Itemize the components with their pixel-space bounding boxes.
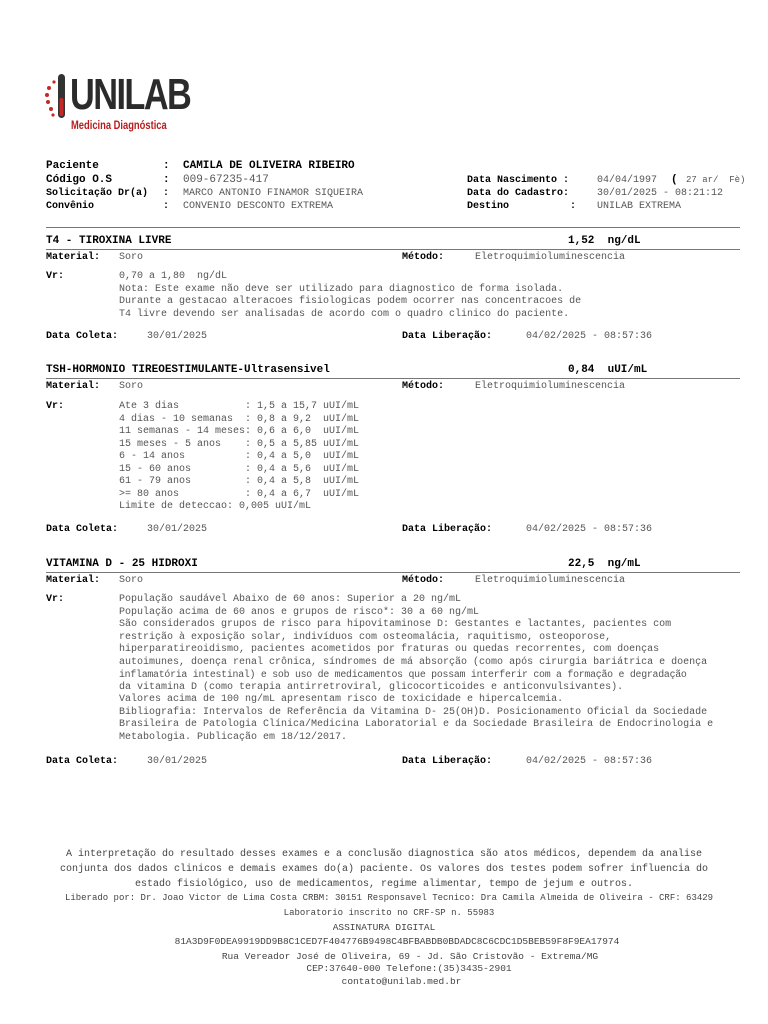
vr-label: Vr:	[46, 594, 65, 605]
destino-colon: :	[570, 201, 577, 212]
nascimento-age: 27 ar/ Fè)	[686, 175, 746, 185]
liberacao-value: 04/02/2025 - 08:57:36	[526, 331, 653, 342]
exam-result: 1,52 ng/dL	[568, 235, 641, 247]
vr-line: 4 dias - 10 semanas : 0,8 a 9,2 uUI/mL	[119, 413, 360, 425]
nascimento-paren: (	[671, 174, 678, 186]
vr-line: Nota: Este exame não deve ser utilizado para diagnostico de forma isolada.	[119, 283, 564, 295]
solicitacao-value: MARCO ANTONIO FINAMOR SIQUEIRA	[183, 188, 364, 199]
convenio-colon: :	[163, 201, 170, 212]
exam-name: T4 - TIROXINA LIVRE	[46, 235, 172, 247]
vr-line: Bibliografia: Intervalos de Referência da Vitamina D- 25(OH)D. Posicionamento Oficial da Sociedade	[119, 706, 708, 718]
solicitacao-colon: :	[163, 188, 170, 199]
assinatura-hash: 81A3D9F0DEA9919DD9B8C1CED7F404776B9498C4BFBABDB0BDADC8C6CDC1D5BEB59F8F9EA17974	[174, 936, 620, 947]
nascimento-value: 04/04/1997	[597, 175, 658, 186]
codigo-value: 009-67235-417	[183, 174, 269, 186]
vr-line: Ate 3 dias : 1,5 a 15,7 uUI/mL	[119, 401, 360, 412]
vr-line: Limite de deteccao: 0,005 uUI/mL	[119, 501, 312, 512]
codigo-colon: :	[163, 174, 170, 186]
paciente-colon: :	[163, 160, 170, 172]
exam-result: 0,84 uUI/mL	[568, 364, 648, 376]
coleta-value: 30/01/2025	[147, 524, 208, 535]
exam-name: TSH-HORMONIO TIREOESTIMULANTE-Ultrasensivel	[46, 364, 330, 376]
vr-line: São considerados grupos de risco para hipovitaminose D: Gestantes e lactantes, pacientes com	[119, 619, 672, 630]
nascimento-label: Data Nascimento :	[467, 175, 570, 186]
unilab-logo	[44, 70, 191, 132]
vr-line: T4 livre devendo ser analisadas de acordo com o quadro clinico do paciente.	[119, 308, 570, 320]
address: Rua Vereador José de Oliveira, 69 - Jd. São Cristovão - Extrema/MG	[221, 951, 599, 962]
vr-line: restrição à exposição solar, indivíduos com osteomalácia, raquitismo, osteoporose,	[119, 631, 612, 643]
vr-line: População acima de 60 anos e grupos de risco*: 30 a 60 ng/mL	[119, 606, 480, 618]
vr-label: Vr:	[46, 401, 65, 412]
destino-label: Destino	[467, 201, 510, 212]
material-value: Soro	[119, 252, 144, 263]
destino-value: UNILAB EXTREMA	[597, 201, 682, 212]
vr-line: 0,70 a 1,80 ng/dL	[119, 271, 228, 282]
metodo-label: Método:	[402, 575, 445, 586]
convenio-label: Convênio	[46, 201, 95, 212]
vr-label: Vr:	[46, 271, 65, 282]
coleta-label: Data Coleta:	[46, 756, 119, 767]
vr-line: 11 semanas - 14 meses: 0,6 a 6,0 uUI/mL	[119, 426, 360, 437]
interpretation-line: A interpretação do resultado desses exames e a conclusão diagnostica são atos médicos, dependem da analise	[65, 849, 703, 860]
exam-divider	[46, 249, 740, 250]
liberado-por: Liberado por: Dr. Joao Victor de Lima Costa CRBM: 30151 Responsavel Tecnico: Dra Camila Almeida de Oliveira - CRF: 63429	[64, 893, 714, 903]
assinatura-label: ASSINATURA DIGITAL	[332, 922, 436, 933]
vr-line: 6 - 14 anos : 0,4 a 5,0 uUI/mL	[119, 451, 360, 462]
coleta-value: 30/01/2025	[147, 756, 208, 767]
codigo-label: Código O.S	[46, 174, 113, 186]
material-label: Material:	[46, 252, 101, 263]
liberacao-value: 04/02/2025 - 08:57:36	[526, 524, 653, 535]
vr-line: inflamatória intestinal) e sob uso de medicamentos que possam interferir com a formação e degradação	[119, 669, 687, 680]
exam-divider	[46, 378, 740, 379]
metodo-value: Eletroquimioluminescencia	[475, 575, 626, 586]
vr-line: autoimunes, doença renal crônica, síndromes de má absorção (como após cirurgia bariátrica e doença	[119, 656, 708, 668]
exam-divider	[46, 572, 740, 573]
header-divider	[46, 227, 740, 228]
vr-line: >= 80 anos : 0,4 a 6,7 uUI/mL	[119, 488, 360, 500]
paciente-value: CAMILA DE OLIVEIRA RIBEIRO	[183, 160, 355, 172]
vr-line: Brasileira de Patologia Clínica/Medicina Laboratorial e da Sociedade Brasileira de Endocrinologia e	[119, 719, 714, 730]
cadastro-label: Data do Cadastro:	[467, 188, 570, 199]
liberacao-label: Data Liberação:	[402, 524, 493, 535]
solicitacao-label: Solicitação Dr(a)	[46, 188, 149, 199]
coleta-label: Data Coleta:	[46, 331, 119, 342]
vr-line: Valores acima de 100 ng/mL apresentam risco de toxicidade e hipercalcemia.	[119, 694, 564, 705]
cep-phone: CEP:37640-000 Telefone:(35)3435-2901	[306, 963, 512, 974]
vr-line: 15 meses - 5 anos : 0,5 a 5,85 uUI/mL	[119, 438, 360, 450]
material-value: Soro	[119, 575, 144, 586]
liberacao-label: Data Liberação:	[402, 756, 493, 767]
liberacao-label: Data Liberação:	[402, 331, 493, 342]
logo-tagline: Medicina Diagnóstica	[71, 118, 167, 132]
logo-name: UNILAB	[70, 70, 191, 119]
material-label: Material:	[46, 381, 101, 392]
metodo-value: Eletroquimioluminescencia	[475, 381, 626, 392]
contact-email: contato@unilab.med.br	[341, 976, 462, 987]
metodo-label: Método:	[402, 252, 445, 263]
exam-name: VITAMINA D - 25 HIDROXI	[46, 558, 198, 570]
metodo-label: Método:	[402, 381, 445, 392]
material-label: Material:	[46, 575, 101, 586]
vr-line: Durante a gestacao alteracoes fisiologicas podem ocorrer nas concentracoes de	[119, 296, 582, 307]
interpretation-line: estado fisiológico, uso de medicamentos, regime alimentar, tempo de jejum e outros.	[134, 879, 634, 890]
paciente-label: Paciente	[46, 160, 99, 172]
exam-result: 22,5 ng/mL	[568, 558, 641, 570]
material-value: Soro	[119, 381, 144, 392]
coleta-value: 30/01/2025	[147, 331, 208, 342]
vr-line: hiperparatireoidismo, pacientes acometidos por fraturas ou quedas recorrentes, com doenças	[119, 644, 660, 655]
interpretation-line: conjunta dos dados clinicos e demais exames do(a) paciente. Os valores dos testes podem sofrer influencia do	[59, 864, 709, 875]
coleta-label: Data Coleta:	[46, 524, 119, 535]
vr-line: da vitamina D (como terapia antirretroviral, glicocorticoides e anticonvulsivantes).	[119, 681, 624, 693]
convenio-value: CONVENIO DESCONTO EXTREMA	[183, 201, 334, 212]
vr-line: Metabologia. Publicação em 18/12/2017.	[119, 731, 348, 743]
cadastro-value: 30/01/2025 - 08:21:12	[597, 188, 724, 199]
liberacao-value: 04/02/2025 - 08:57:36	[526, 756, 653, 767]
crf-registration: Laboratorio inscrito no CRF-SP n. 55983	[283, 908, 495, 918]
vr-line: 61 - 79 anos : 0,4 a 5,8 uUI/mL	[119, 476, 360, 487]
vr-line: População saudável Abaixo de 60 anos: Superior a 20 ng/mL	[119, 594, 462, 605]
vr-line: 15 - 60 anos : 0,4 a 5,6 uUI/mL	[119, 463, 360, 475]
metodo-value: Eletroquimioluminescencia	[475, 252, 626, 263]
